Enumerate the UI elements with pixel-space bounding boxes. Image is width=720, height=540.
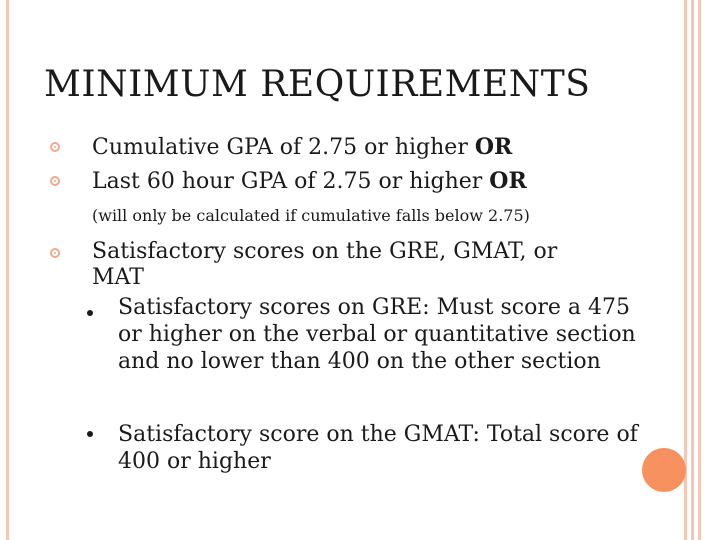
bullet-item: Satisfactory scores on the GRE, GMAT, or [92, 239, 558, 264]
bullet-text: Cumulative GPA of 2.75 or higher [92, 135, 475, 160]
or-connector: OR [474, 134, 513, 160]
sub-item-gre: Satisfactory scores on GRE: Must score a 475 or higher on the verbal or quantitative section and no lower than 400 on the other section [118, 295, 636, 374]
slide-title: MINIMUM REQUIREMENTS [44, 64, 591, 105]
hollow-circle-bullet-icon [50, 176, 60, 186]
bullet-item [92, 134, 512, 161]
calculation-note: (will only be calculated if cumulative falls below 2.75) [92, 206, 530, 225]
right-frame-line [691, 0, 694, 540]
hollow-circle-bullet-icon [50, 142, 60, 152]
right-frame-line [684, 0, 687, 540]
filled-dot-bullet-icon [87, 431, 93, 437]
filled-dot-bullet-icon [87, 310, 93, 316]
accent-circle [642, 448, 686, 492]
bullet-item-continuation: MAT [92, 265, 144, 290]
or-connector: OR [489, 168, 527, 194]
hollow-circle-bullet-icon [50, 248, 60, 258]
bullet-text: Last 60 hour GPA of 2.75 or higher [92, 169, 490, 194]
bullet-item [92, 168, 527, 195]
sub-item-gmat: Satisfactory score on the GMAT: Total score of 400 or higher [118, 422, 638, 474]
right-frame-line [698, 0, 701, 540]
left-frame-line [6, 0, 9, 540]
